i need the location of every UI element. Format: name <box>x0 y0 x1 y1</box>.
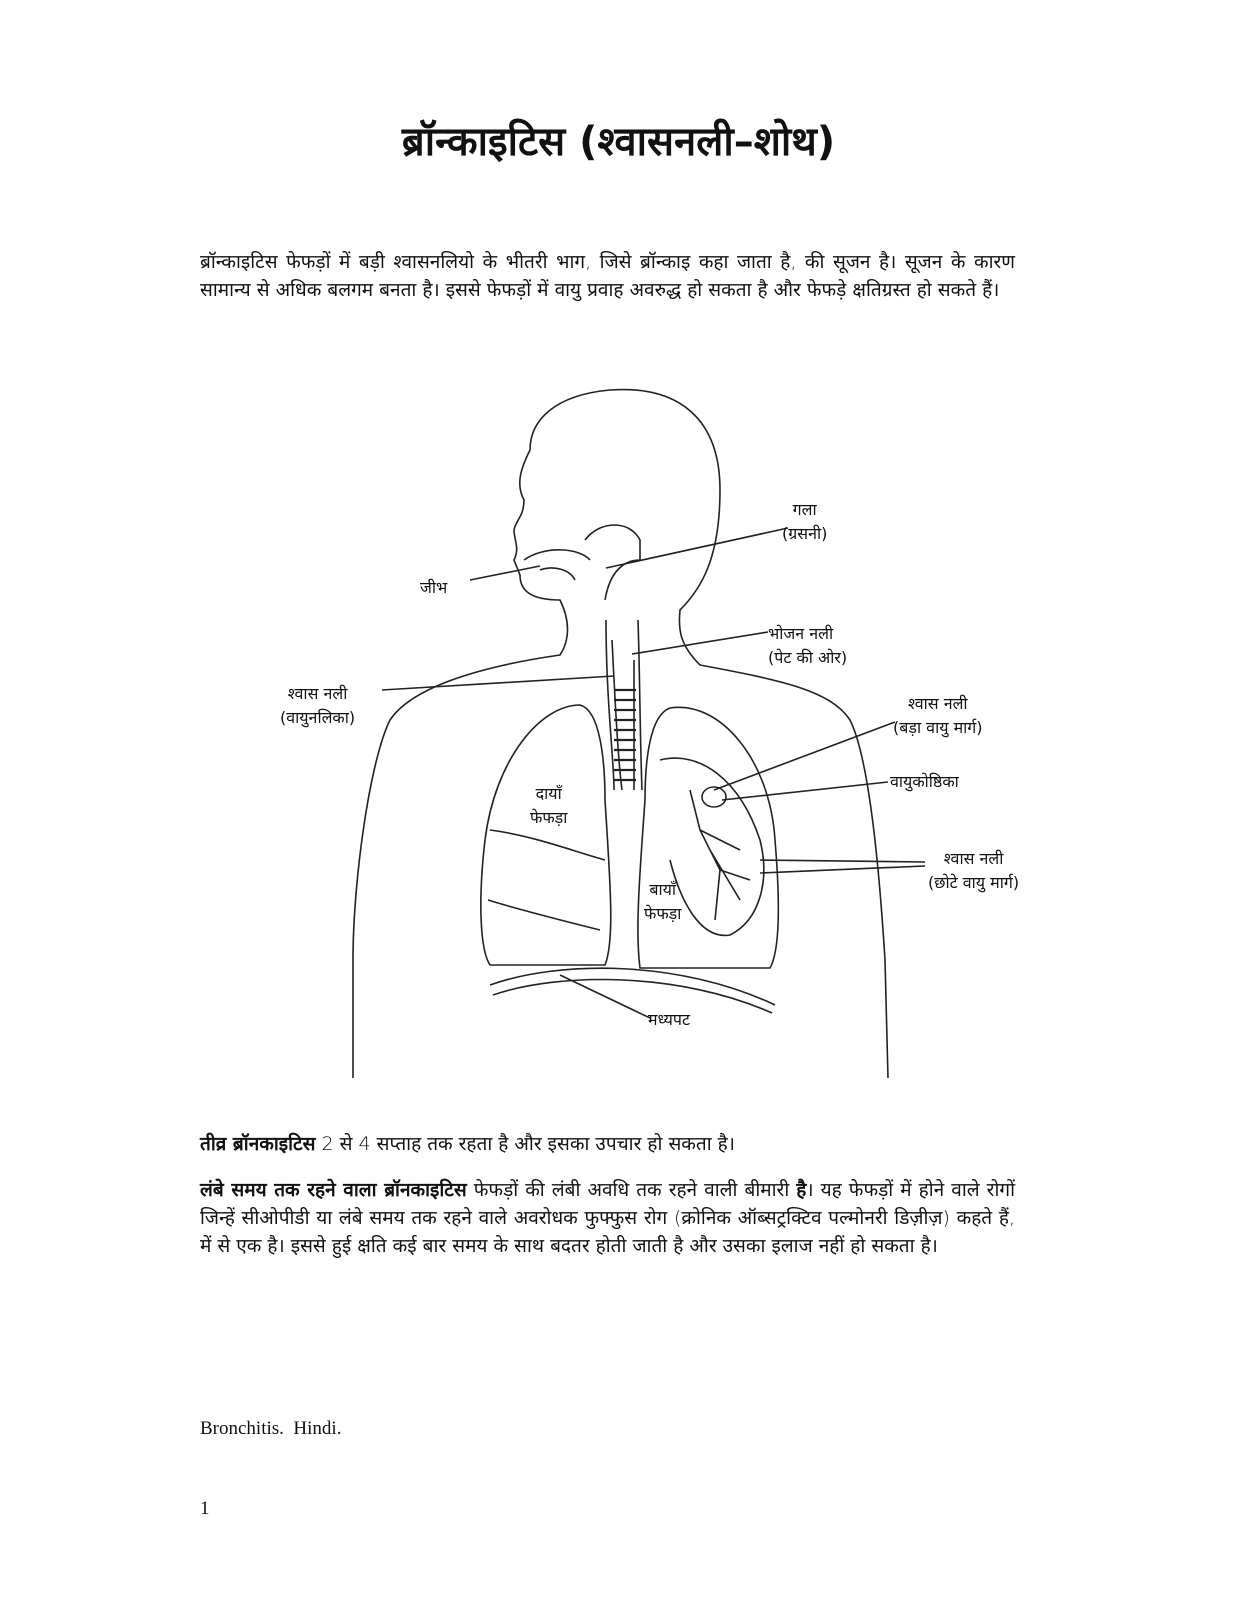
label-line: (बड़ा वायु मार्ग) <box>893 718 983 737</box>
label-throat <box>782 498 827 546</box>
label-trachea <box>280 682 355 730</box>
label-line: भोजन नली <box>768 624 834 643</box>
label-line: श्वास नली <box>287 684 348 703</box>
page-title: ब्रॉन्काइटिस (श्वासनली–शोथ) <box>401 119 836 165</box>
label-line: दायाँ <box>535 784 562 803</box>
label-line: (छोटे वायु मार्ग) <box>928 873 1020 892</box>
label-left-lung <box>644 878 681 926</box>
label-diaphragm: मध्यपट <box>648 1010 691 1029</box>
acute-term: तीव्र ब्रॉनकाइटिस <box>200 1133 316 1155</box>
label-line: श्वास नली <box>907 694 968 713</box>
footer-source: Bronchitis. Hindi. <box>200 1418 342 1439</box>
label-tongue: जीभ <box>420 578 448 597</box>
label-line: फेफड़ा <box>644 904 682 923</box>
acute-text: 2 से 4 सप्ताह तक रहता है और इसका उपचार हो सकता है। <box>315 1133 735 1155</box>
label-alveoli: वायुकोष्ठिका <box>890 772 959 791</box>
left-lung <box>638 707 778 968</box>
label-esophagus <box>768 622 847 670</box>
label-line: (वायुनलिका) <box>280 708 356 727</box>
acute-paragraph <box>200 1130 1015 1158</box>
label-right-lung <box>530 782 567 830</box>
diaphragm <box>490 968 775 1013</box>
label-line: बायाँ <box>649 880 677 899</box>
label-bronchioles <box>928 847 1019 895</box>
chronic-term: लंबे समय तक रहने वाला ब्रॉनकाइटिस <box>200 1179 467 1201</box>
chronic-text: फेफड़ों की लंबी अवधि तक रहने वाली बीमारी <box>466 1179 797 1201</box>
page-number: 1 <box>200 1498 210 1519</box>
label-line: श्वास नली <box>943 849 1004 868</box>
body-outline <box>353 390 888 1078</box>
label-line: गला <box>792 500 817 519</box>
intro-paragraph: ब्रॉन्काइटिस फेफड़ों में बड़ी श्वासनलियो के भीतरी भाग, जिसे ब्रॉन्काइ कहा जाता है, की सूजन है। सूजन के कारण सामान्य से अधिक बलगम बनता है। इससे फेफड़ों में वायु प्रवाह अवरुद्ध हो सकता है और फेफड़े क्षतिग्रस्त हो सकते हैं। <box>200 251 1015 301</box>
label-line: (ग्रसनी) <box>782 524 828 543</box>
chronic-text-rest: । यह फेफड़ों में होने वाले रोगों जिन्हें सीओपीडी या लंबे समय तक रहने वाले अवरोधक फुफ्फुस रोग (क्रोनिक ऑब्सट्रक्टिव पल्मोनरी डिज़ीज़) कहते हैं, में से एक है। इससे हुई क्षति कई बार समय के साथ बदतर होती जाती है और उसका इलाज नहीं हो सकता है। <box>200 1179 1015 1257</box>
label-bronchi-large <box>893 692 983 740</box>
right-lung <box>481 705 611 965</box>
chronic-paragraph <box>200 1176 1015 1260</box>
label-line: (पेट की ओर) <box>768 648 848 667</box>
chronic-bold-verb: है <box>796 1179 807 1201</box>
label-line: फेफड़ा <box>530 808 568 827</box>
